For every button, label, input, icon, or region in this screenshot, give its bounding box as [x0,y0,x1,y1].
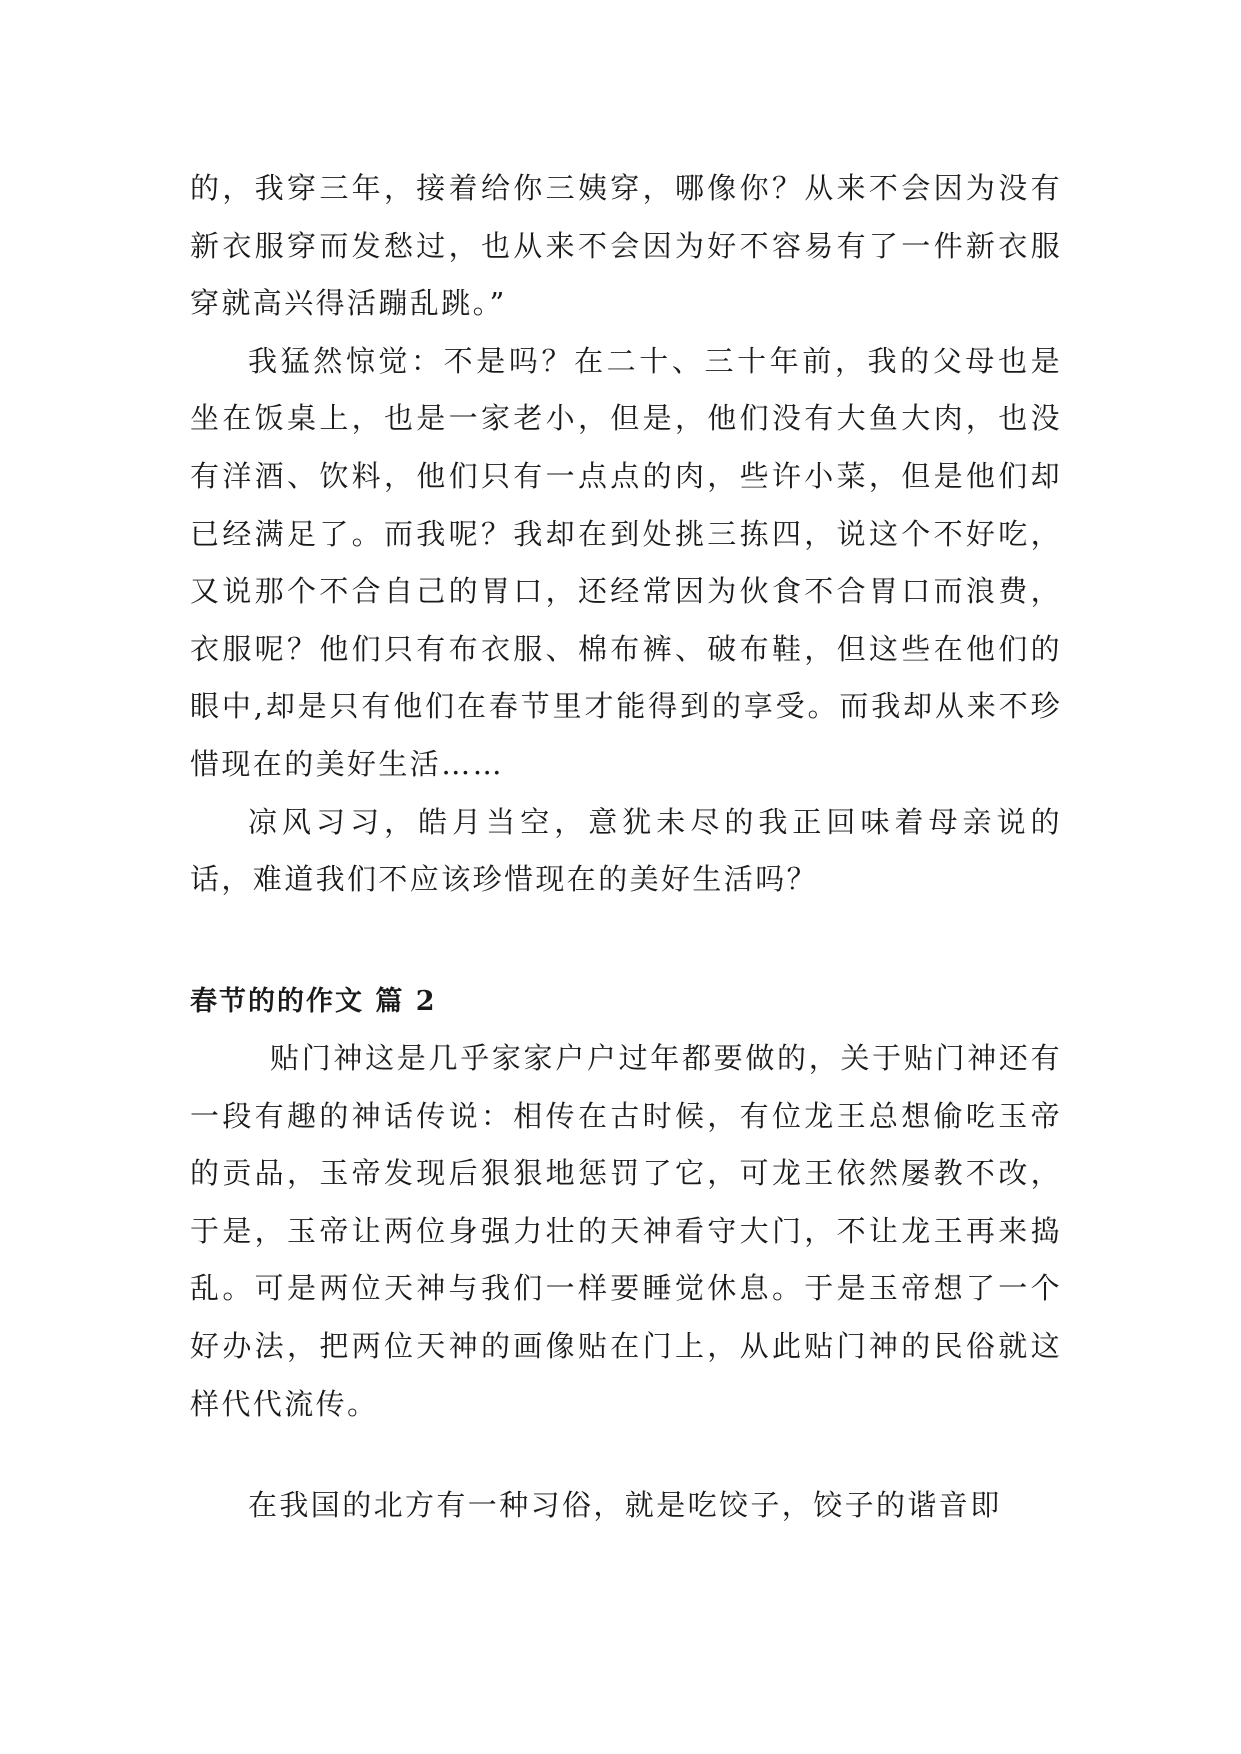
paragraph-dumplings: 在我国的北方有一种习俗，就是吃饺子，饺子的谐音即 [248,1488,1002,1522]
paragraph-continuation: 的，我穿三年，接着给你三姨穿，哪像你？从来不会因为没有新衣服穿而发愁过，也从来不会因为好不容易有了一件新衣服穿就高兴得活蹦乱跳。” [190,171,1062,321]
section-heading: 春节的的作文 篇 2 [190,986,437,1017]
paragraph-conclusion: 凉风习习，皓月当空，意犹未尽的我正回味着母亲说的话，难道我们不应该珍惜现在的美好生活吗？ [190,804,1062,897]
essay-body-section-2 [190,1030,1062,1433]
essay-body-bottom [190,1477,1062,1535]
paragraph-door-gods: 贴门神这是几乎家家户户过年都要做的，关于贴门神还有一段有趣的神话传说：相传在古时候，有位龙王总想偷吃玉帝的贡品，玉帝发现后狠狠地惩罚了它，可龙王依然屡教不改，于是，玉帝让两位身强力壮的天神看守大门，不让龙王再来捣乱。可是两位天神与我们一样要睡觉休息。于是玉帝想了一个好办法，把两位天神的画像贴在门上，从此贴门神的民俗就这样代代流传。 [190,1041,1062,1421]
paragraph-realization: 我猛然惊觉：不是吗？在二十、三十年前，我的父母也是坐在饭桌上，也是一家老小，但是，他们没有大鱼大肉，也没有洋酒、饮料，他们只有一点点的肉，些许小菜，但是他们却已经满足了。而我呢？我却在到处挑三拣四，说这个不好吃，又说那个不合自己的胃口，还经常因为伙食不合胃口而浪费，衣服呢？他们只有布衣服、棉布裤、破布鞋，但这些在他们的眼中,却是只有他们在春节里才能得到的享受。而我却从来不珍惜现在的美好生活…… [190,343,1062,781]
essay-body-top [190,160,1062,909]
